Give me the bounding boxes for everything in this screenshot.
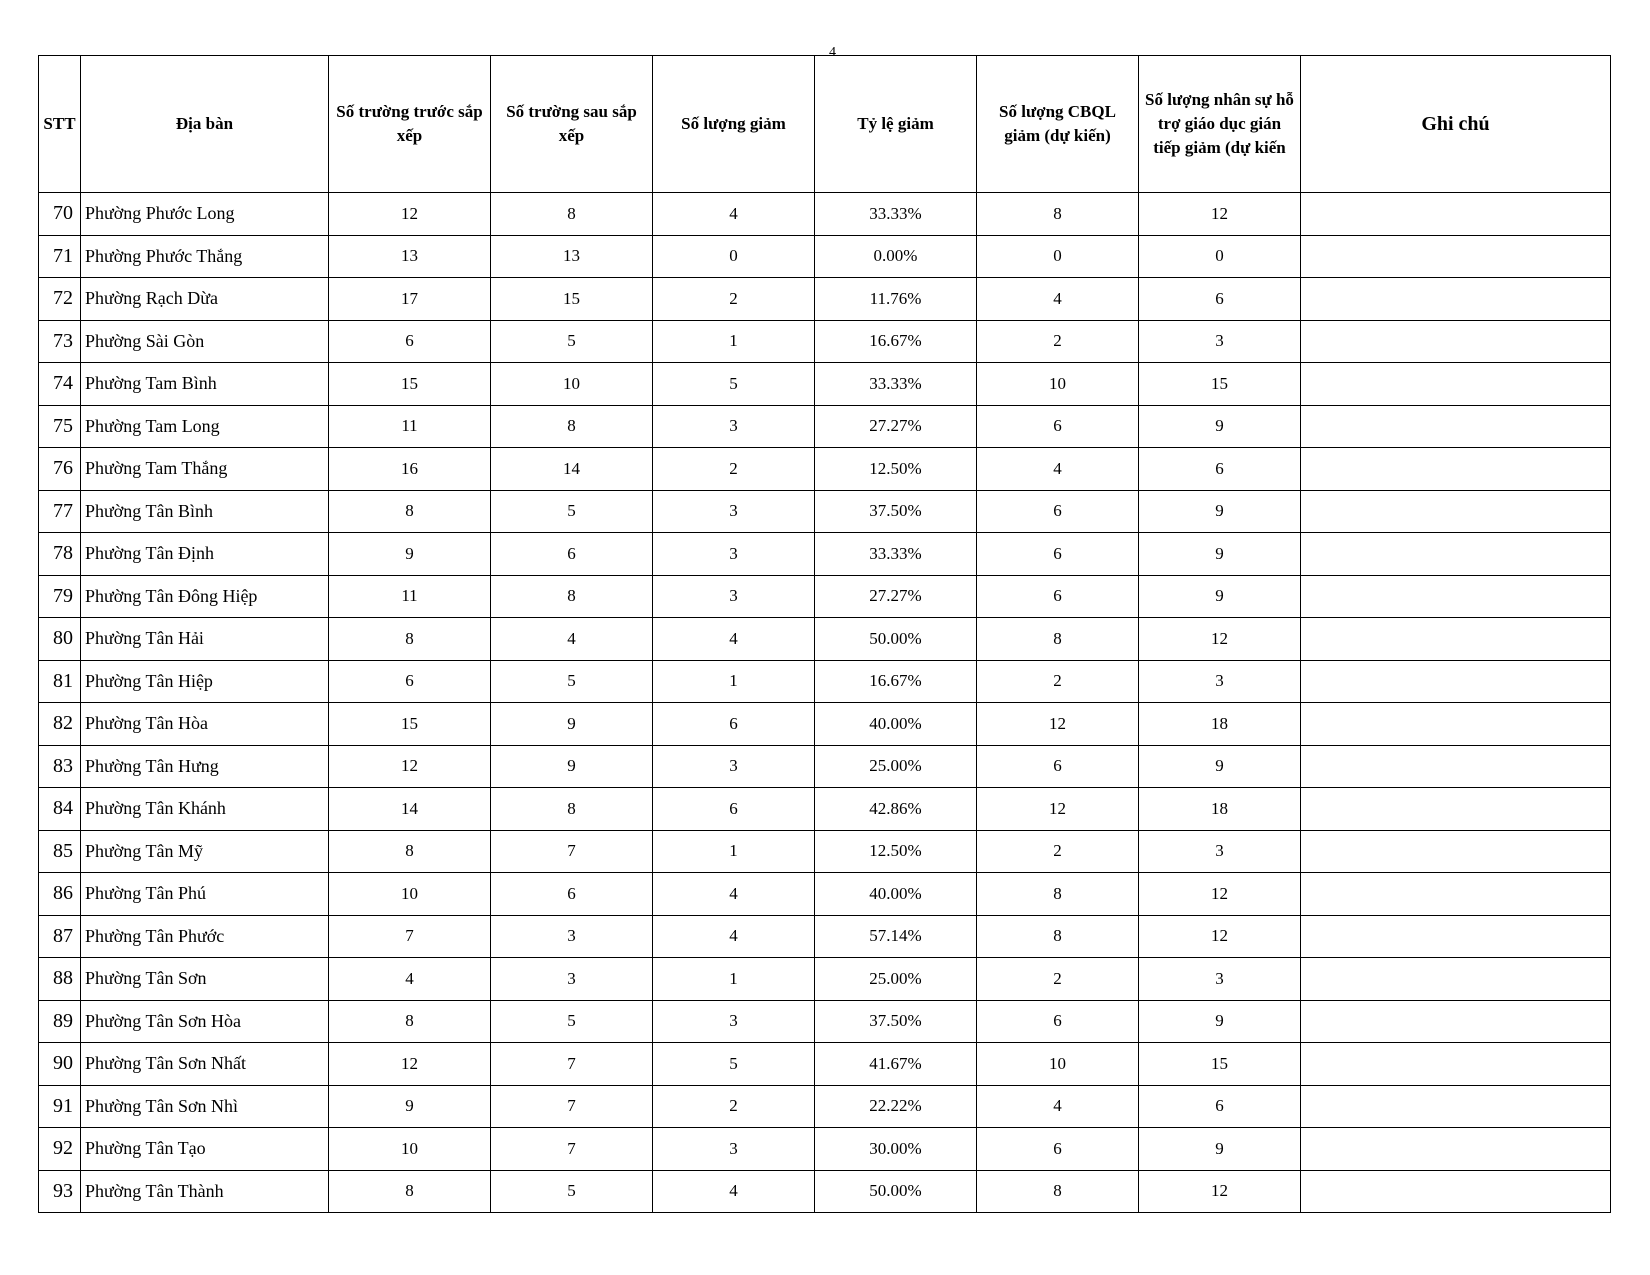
cell-decrease: 3 bbox=[653, 1000, 815, 1043]
cell-schools-after: 5 bbox=[491, 1000, 653, 1043]
cell-rate: 25.00% bbox=[815, 745, 977, 788]
cell-cbql: 6 bbox=[977, 533, 1139, 576]
cell-decrease: 4 bbox=[653, 193, 815, 236]
cell-schools-after: 3 bbox=[491, 958, 653, 1001]
cell-cbql: 2 bbox=[977, 660, 1139, 703]
table-row bbox=[39, 278, 1611, 321]
cell-rate: 33.33% bbox=[815, 193, 977, 236]
cell-decrease: 2 bbox=[653, 1085, 815, 1128]
cell-note bbox=[1301, 1170, 1611, 1213]
cell-schools-before: 12 bbox=[329, 1043, 491, 1086]
cell-cbql: 8 bbox=[977, 1170, 1139, 1213]
cell-schools-before: 12 bbox=[329, 193, 491, 236]
cell-schools-after: 7 bbox=[491, 1128, 653, 1171]
cell-schools-before: 11 bbox=[329, 405, 491, 448]
cell-schools-before: 14 bbox=[329, 788, 491, 831]
cell-cbql: 8 bbox=[977, 915, 1139, 958]
cell-cbql: 2 bbox=[977, 320, 1139, 363]
cell-area: Phường Sài Gòn bbox=[81, 320, 329, 363]
cell-rate: 37.50% bbox=[815, 1000, 977, 1043]
cell-support-staff: 18 bbox=[1139, 788, 1301, 831]
cell-stt: 90 bbox=[39, 1043, 81, 1086]
header-note: Ghi chú bbox=[1301, 56, 1611, 193]
cell-cbql: 6 bbox=[977, 575, 1139, 618]
cell-decrease: 3 bbox=[653, 745, 815, 788]
cell-area: Phường Tân Sơn bbox=[81, 958, 329, 1001]
cell-schools-after: 8 bbox=[491, 405, 653, 448]
table-row bbox=[39, 873, 1611, 916]
cell-support-staff: 3 bbox=[1139, 830, 1301, 873]
cell-area: Phường Tân Hòa bbox=[81, 703, 329, 746]
table-row bbox=[39, 363, 1611, 406]
cell-rate: 11.76% bbox=[815, 278, 977, 321]
cell-support-staff: 9 bbox=[1139, 745, 1301, 788]
cell-note bbox=[1301, 405, 1611, 448]
cell-support-staff: 9 bbox=[1139, 533, 1301, 576]
header-row bbox=[39, 56, 1611, 193]
cell-area: Phường Tân Mỹ bbox=[81, 830, 329, 873]
cell-stt: 86 bbox=[39, 873, 81, 916]
cell-schools-after: 7 bbox=[491, 830, 653, 873]
cell-cbql: 12 bbox=[977, 703, 1139, 746]
cell-support-staff: 3 bbox=[1139, 958, 1301, 1001]
header-schools-after: Số trường sau sắp xếp bbox=[491, 56, 653, 193]
cell-support-staff: 6 bbox=[1139, 448, 1301, 491]
cell-schools-before: 8 bbox=[329, 490, 491, 533]
cell-note bbox=[1301, 1085, 1611, 1128]
cell-schools-before: 10 bbox=[329, 1128, 491, 1171]
cell-decrease: 1 bbox=[653, 958, 815, 1001]
cell-area: Phường Tân Tạo bbox=[81, 1128, 329, 1171]
cell-rate: 57.14% bbox=[815, 915, 977, 958]
cell-stt: 84 bbox=[39, 788, 81, 831]
table-row bbox=[39, 1128, 1611, 1171]
cell-stt: 93 bbox=[39, 1170, 81, 1213]
cell-schools-after: 13 bbox=[491, 235, 653, 278]
table-row bbox=[39, 1043, 1611, 1086]
cell-note bbox=[1301, 745, 1611, 788]
cell-rate: 50.00% bbox=[815, 1170, 977, 1213]
table-row bbox=[39, 448, 1611, 491]
header-decrease: Số lượng giảm bbox=[653, 56, 815, 193]
cell-decrease: 4 bbox=[653, 873, 815, 916]
cell-schools-after: 5 bbox=[491, 320, 653, 363]
cell-cbql: 12 bbox=[977, 788, 1139, 831]
cell-cbql: 8 bbox=[977, 618, 1139, 661]
cell-rate: 33.33% bbox=[815, 363, 977, 406]
table-row bbox=[39, 1170, 1611, 1213]
cell-rate: 27.27% bbox=[815, 405, 977, 448]
cell-cbql: 6 bbox=[977, 490, 1139, 533]
cell-decrease: 5 bbox=[653, 1043, 815, 1086]
table-row bbox=[39, 193, 1611, 236]
cell-schools-before: 8 bbox=[329, 618, 491, 661]
cell-schools-before: 11 bbox=[329, 575, 491, 618]
header-stt: STT bbox=[39, 56, 81, 193]
cell-decrease: 1 bbox=[653, 320, 815, 363]
cell-support-staff: 12 bbox=[1139, 873, 1301, 916]
cell-note bbox=[1301, 660, 1611, 703]
cell-schools-before: 13 bbox=[329, 235, 491, 278]
cell-decrease: 4 bbox=[653, 915, 815, 958]
cell-stt: 76 bbox=[39, 448, 81, 491]
table-row bbox=[39, 235, 1611, 278]
cell-cbql: 6 bbox=[977, 405, 1139, 448]
cell-schools-after: 4 bbox=[491, 618, 653, 661]
cell-decrease: 2 bbox=[653, 448, 815, 491]
cell-note bbox=[1301, 533, 1611, 576]
cell-support-staff: 3 bbox=[1139, 660, 1301, 703]
cell-cbql: 0 bbox=[977, 235, 1139, 278]
cell-stt: 71 bbox=[39, 235, 81, 278]
table-row bbox=[39, 1000, 1611, 1043]
cell-area: Phường Rạch Dừa bbox=[81, 278, 329, 321]
cell-schools-after: 15 bbox=[491, 278, 653, 321]
table-body bbox=[39, 193, 1611, 1213]
cell-stt: 77 bbox=[39, 490, 81, 533]
cell-schools-after: 9 bbox=[491, 703, 653, 746]
cell-area: Phường Tân Đông Hiệp bbox=[81, 575, 329, 618]
cell-stt: 92 bbox=[39, 1128, 81, 1171]
cell-stt: 74 bbox=[39, 363, 81, 406]
cell-rate: 25.00% bbox=[815, 958, 977, 1001]
cell-note bbox=[1301, 193, 1611, 236]
cell-schools-before: 15 bbox=[329, 363, 491, 406]
cell-stt: 70 bbox=[39, 193, 81, 236]
cell-schools-after: 7 bbox=[491, 1043, 653, 1086]
cell-area: Phường Tân Bình bbox=[81, 490, 329, 533]
cell-stt: 81 bbox=[39, 660, 81, 703]
cell-rate: 12.50% bbox=[815, 448, 977, 491]
cell-note bbox=[1301, 830, 1611, 873]
cell-stt: 88 bbox=[39, 958, 81, 1001]
cell-note bbox=[1301, 490, 1611, 533]
cell-stt: 78 bbox=[39, 533, 81, 576]
cell-schools-before: 6 bbox=[329, 320, 491, 363]
cell-decrease: 2 bbox=[653, 278, 815, 321]
cell-decrease: 3 bbox=[653, 405, 815, 448]
table-row bbox=[39, 575, 1611, 618]
cell-area: Phường Tân Sơn Nhì bbox=[81, 1085, 329, 1128]
cell-support-staff: 9 bbox=[1139, 1128, 1301, 1171]
cell-rate: 22.22% bbox=[815, 1085, 977, 1128]
cell-area: Phường Tam Bình bbox=[81, 363, 329, 406]
cell-support-staff: 12 bbox=[1139, 915, 1301, 958]
cell-decrease: 6 bbox=[653, 788, 815, 831]
cell-area: Phường Tam Long bbox=[81, 405, 329, 448]
cell-rate: 27.27% bbox=[815, 575, 977, 618]
header-cbql: Số lượng CBQL giảm (dự kiến) bbox=[977, 56, 1139, 193]
cell-schools-before: 17 bbox=[329, 278, 491, 321]
cell-area: Phường Tân Định bbox=[81, 533, 329, 576]
cell-stt: 82 bbox=[39, 703, 81, 746]
cell-stt: 85 bbox=[39, 830, 81, 873]
cell-cbql: 2 bbox=[977, 958, 1139, 1001]
cell-rate: 12.50% bbox=[815, 830, 977, 873]
header-rate: Tỷ lệ giảm bbox=[815, 56, 977, 193]
cell-area: Phường Tân Hải bbox=[81, 618, 329, 661]
cell-support-staff: 6 bbox=[1139, 1085, 1301, 1128]
cell-note bbox=[1301, 788, 1611, 831]
cell-rate: 16.67% bbox=[815, 660, 977, 703]
cell-schools-after: 6 bbox=[491, 873, 653, 916]
cell-area: Phường Tam Thắng bbox=[81, 448, 329, 491]
table-row bbox=[39, 320, 1611, 363]
cell-stt: 79 bbox=[39, 575, 81, 618]
cell-support-staff: 12 bbox=[1139, 618, 1301, 661]
cell-support-staff: 12 bbox=[1139, 193, 1301, 236]
cell-schools-before: 12 bbox=[329, 745, 491, 788]
cell-cbql: 4 bbox=[977, 1085, 1139, 1128]
table-row bbox=[39, 958, 1611, 1001]
cell-rate: 40.00% bbox=[815, 703, 977, 746]
cell-support-staff: 0 bbox=[1139, 235, 1301, 278]
cell-note bbox=[1301, 1128, 1611, 1171]
cell-cbql: 8 bbox=[977, 193, 1139, 236]
cell-support-staff: 9 bbox=[1139, 490, 1301, 533]
cell-decrease: 3 bbox=[653, 1128, 815, 1171]
cell-note bbox=[1301, 448, 1611, 491]
cell-cbql: 4 bbox=[977, 278, 1139, 321]
cell-support-staff: 3 bbox=[1139, 320, 1301, 363]
cell-support-staff: 9 bbox=[1139, 575, 1301, 618]
cell-stt: 87 bbox=[39, 915, 81, 958]
cell-stt: 72 bbox=[39, 278, 81, 321]
cell-schools-before: 8 bbox=[329, 830, 491, 873]
cell-area: Phường Tân Phú bbox=[81, 873, 329, 916]
cell-schools-after: 7 bbox=[491, 1085, 653, 1128]
table-row bbox=[39, 405, 1611, 448]
cell-support-staff: 9 bbox=[1139, 1000, 1301, 1043]
cell-schools-before: 7 bbox=[329, 915, 491, 958]
table-row bbox=[39, 1085, 1611, 1128]
cell-support-staff: 15 bbox=[1139, 1043, 1301, 1086]
cell-schools-after: 10 bbox=[491, 363, 653, 406]
cell-decrease: 1 bbox=[653, 830, 815, 873]
table-row bbox=[39, 830, 1611, 873]
table-row bbox=[39, 703, 1611, 746]
cell-area: Phường Tân Hưng bbox=[81, 745, 329, 788]
cell-decrease: 5 bbox=[653, 363, 815, 406]
cell-schools-before: 8 bbox=[329, 1000, 491, 1043]
cell-note bbox=[1301, 278, 1611, 321]
cell-stt: 91 bbox=[39, 1085, 81, 1128]
cell-note bbox=[1301, 958, 1611, 1001]
cell-note bbox=[1301, 235, 1611, 278]
cell-area: Phường Phước Thắng bbox=[81, 235, 329, 278]
cell-stt: 75 bbox=[39, 405, 81, 448]
cell-decrease: 1 bbox=[653, 660, 815, 703]
cell-rate: 16.67% bbox=[815, 320, 977, 363]
cell-cbql: 6 bbox=[977, 1128, 1139, 1171]
header-support-staff: Số lượng nhân sự hỗ trợ giáo dục gián tiếp giảm (dự kiến bbox=[1139, 56, 1301, 193]
cell-schools-after: 14 bbox=[491, 448, 653, 491]
cell-schools-before: 4 bbox=[329, 958, 491, 1001]
cell-rate: 42.86% bbox=[815, 788, 977, 831]
cell-schools-after: 8 bbox=[491, 193, 653, 236]
cell-schools-after: 8 bbox=[491, 575, 653, 618]
table-row bbox=[39, 788, 1611, 831]
cell-schools-after: 6 bbox=[491, 533, 653, 576]
cell-schools-after: 8 bbox=[491, 788, 653, 831]
cell-note bbox=[1301, 363, 1611, 406]
cell-decrease: 3 bbox=[653, 490, 815, 533]
cell-stt: 89 bbox=[39, 1000, 81, 1043]
header-schools-before: Số trường trước sắp xếp bbox=[329, 56, 491, 193]
cell-schools-before: 9 bbox=[329, 533, 491, 576]
cell-rate: 41.67% bbox=[815, 1043, 977, 1086]
cell-support-staff: 15 bbox=[1139, 363, 1301, 406]
cell-cbql: 6 bbox=[977, 745, 1139, 788]
cell-note bbox=[1301, 703, 1611, 746]
cell-area: Phường Tân Hiệp bbox=[81, 660, 329, 703]
cell-cbql: 4 bbox=[977, 448, 1139, 491]
cell-schools-before: 10 bbox=[329, 873, 491, 916]
cell-cbql: 6 bbox=[977, 1000, 1139, 1043]
cell-rate: 40.00% bbox=[815, 873, 977, 916]
cell-schools-after: 5 bbox=[491, 660, 653, 703]
table-row bbox=[39, 660, 1611, 703]
cell-note bbox=[1301, 575, 1611, 618]
header-area: Địa bàn bbox=[81, 56, 329, 193]
cell-cbql: 10 bbox=[977, 363, 1139, 406]
school-reduction-table bbox=[38, 55, 1611, 1213]
cell-area: Phường Tân Sơn Hòa bbox=[81, 1000, 329, 1043]
cell-support-staff: 12 bbox=[1139, 1170, 1301, 1213]
cell-support-staff: 18 bbox=[1139, 703, 1301, 746]
cell-cbql: 10 bbox=[977, 1043, 1139, 1086]
cell-note bbox=[1301, 915, 1611, 958]
table-row bbox=[39, 745, 1611, 788]
cell-area: Phường Tân Thành bbox=[81, 1170, 329, 1213]
cell-rate: 37.50% bbox=[815, 490, 977, 533]
cell-stt: 83 bbox=[39, 745, 81, 788]
page-number: 4 bbox=[829, 45, 836, 60]
cell-stt: 73 bbox=[39, 320, 81, 363]
cell-area: Phường Tân Sơn Nhất bbox=[81, 1043, 329, 1086]
cell-schools-before: 8 bbox=[329, 1170, 491, 1213]
cell-schools-before: 16 bbox=[329, 448, 491, 491]
cell-rate: 50.00% bbox=[815, 618, 977, 661]
cell-note bbox=[1301, 1043, 1611, 1086]
table-row bbox=[39, 490, 1611, 533]
cell-decrease: 3 bbox=[653, 533, 815, 576]
cell-decrease: 4 bbox=[653, 618, 815, 661]
cell-schools-before: 6 bbox=[329, 660, 491, 703]
cell-decrease: 4 bbox=[653, 1170, 815, 1213]
cell-note bbox=[1301, 873, 1611, 916]
cell-schools-after: 5 bbox=[491, 1170, 653, 1213]
cell-schools-after: 9 bbox=[491, 745, 653, 788]
cell-cbql: 2 bbox=[977, 830, 1139, 873]
cell-support-staff: 6 bbox=[1139, 278, 1301, 321]
cell-schools-before: 15 bbox=[329, 703, 491, 746]
cell-decrease: 0 bbox=[653, 235, 815, 278]
cell-stt: 80 bbox=[39, 618, 81, 661]
cell-rate: 33.33% bbox=[815, 533, 977, 576]
cell-area: Phường Tân Phước bbox=[81, 915, 329, 958]
cell-support-staff: 9 bbox=[1139, 405, 1301, 448]
cell-decrease: 6 bbox=[653, 703, 815, 746]
cell-schools-before: 9 bbox=[329, 1085, 491, 1128]
cell-decrease: 3 bbox=[653, 575, 815, 618]
cell-area: Phường Tân Khánh bbox=[81, 788, 329, 831]
table-header bbox=[39, 56, 1611, 193]
cell-note bbox=[1301, 1000, 1611, 1043]
cell-cbql: 8 bbox=[977, 873, 1139, 916]
cell-rate: 0.00% bbox=[815, 235, 977, 278]
cell-schools-after: 5 bbox=[491, 490, 653, 533]
cell-note bbox=[1301, 320, 1611, 363]
cell-rate: 30.00% bbox=[815, 1128, 977, 1171]
table-row bbox=[39, 618, 1611, 661]
cell-area: Phường Phước Long bbox=[81, 193, 329, 236]
table-row bbox=[39, 915, 1611, 958]
cell-schools-after: 3 bbox=[491, 915, 653, 958]
cell-note bbox=[1301, 618, 1611, 661]
table-row bbox=[39, 533, 1611, 576]
